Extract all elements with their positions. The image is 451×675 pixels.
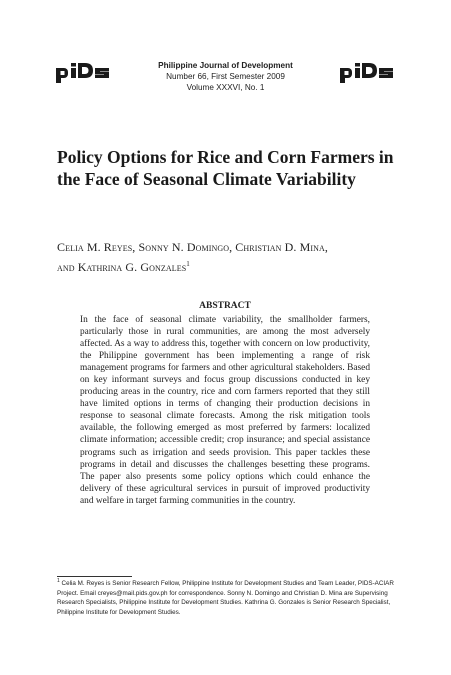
article-title: Policy Options for Rice and Corn Farmers in the Face of Seasonal Climate Variability — [57, 147, 394, 189]
author-list — [57, 237, 402, 277]
pids-logo-icon — [55, 63, 111, 83]
abstract-heading: ABSTRACT — [199, 301, 251, 311]
journal-number: Number 66, First Semester 2009 — [166, 72, 285, 81]
authors-line-2-text: and Kathrina G. Gonzales — [57, 260, 187, 274]
journal-title: Philippine Journal of Development — [158, 61, 293, 70]
pids-logo-right — [339, 63, 395, 83]
authors-line-1: Celia M. Reyes, Sonny N. Domingo, Christian D. Mina, — [57, 240, 328, 254]
pids-logo-left — [55, 63, 111, 83]
footnote-text: Celia M. Reyes is Senior Research Fellow, Philippine Institute for Development Studies and Team Leader, PIDS-ACIAR Project. Email creyes@mail.pids.gov.ph for correspondence. Sonny N. Domingo and Christian D. Mina are Supervising Research Specialists, Philippine Institute for Development Studies. Kathrina G. Gonzales is Senior Research Specialist, Philippine Institute for Development Studies. — [57, 580, 394, 616]
journal-volume: Volume XXXVI, No. 1 — [186, 83, 265, 92]
footnote-divider — [57, 576, 132, 577]
footnote-mark: 1 — [57, 577, 60, 584]
journal-header — [110, 60, 341, 93]
footnote — [57, 579, 400, 617]
author-footnote-mark: 1 — [186, 260, 190, 268]
pids-logo-icon — [339, 63, 395, 83]
authors-line-2 — [57, 257, 402, 277]
abstract-text: In the face of seasonal climate variability, the smallholder farmers, particularly those in rural communities, are among the most adversely affected. As a way to address this, together with concern on low productivity, the Philippine government has been implementing a range of risk management programs for farmers and other agricultural stakeholders. Based on key informant surveys and focus group discussions conducted in key producing areas in the country, rice and corn farmers reported that they still have limited options in terms of changing their production decisions in response to seasonal climate forecasts. Among the risk mitigation tools available, the following emerged as most preferred by farmers: localized climate information; accessible credit; crop insurance; and special assistance programs such as irrigation and seeds provision. This paper tackles these programs in detail and discusses the challenges besetting these programs. The paper also presents some policy options which could enhance the delivery of these agricultural services in pursuit of improved productivity and welfare in target farming communities in the country. — [80, 315, 370, 506]
